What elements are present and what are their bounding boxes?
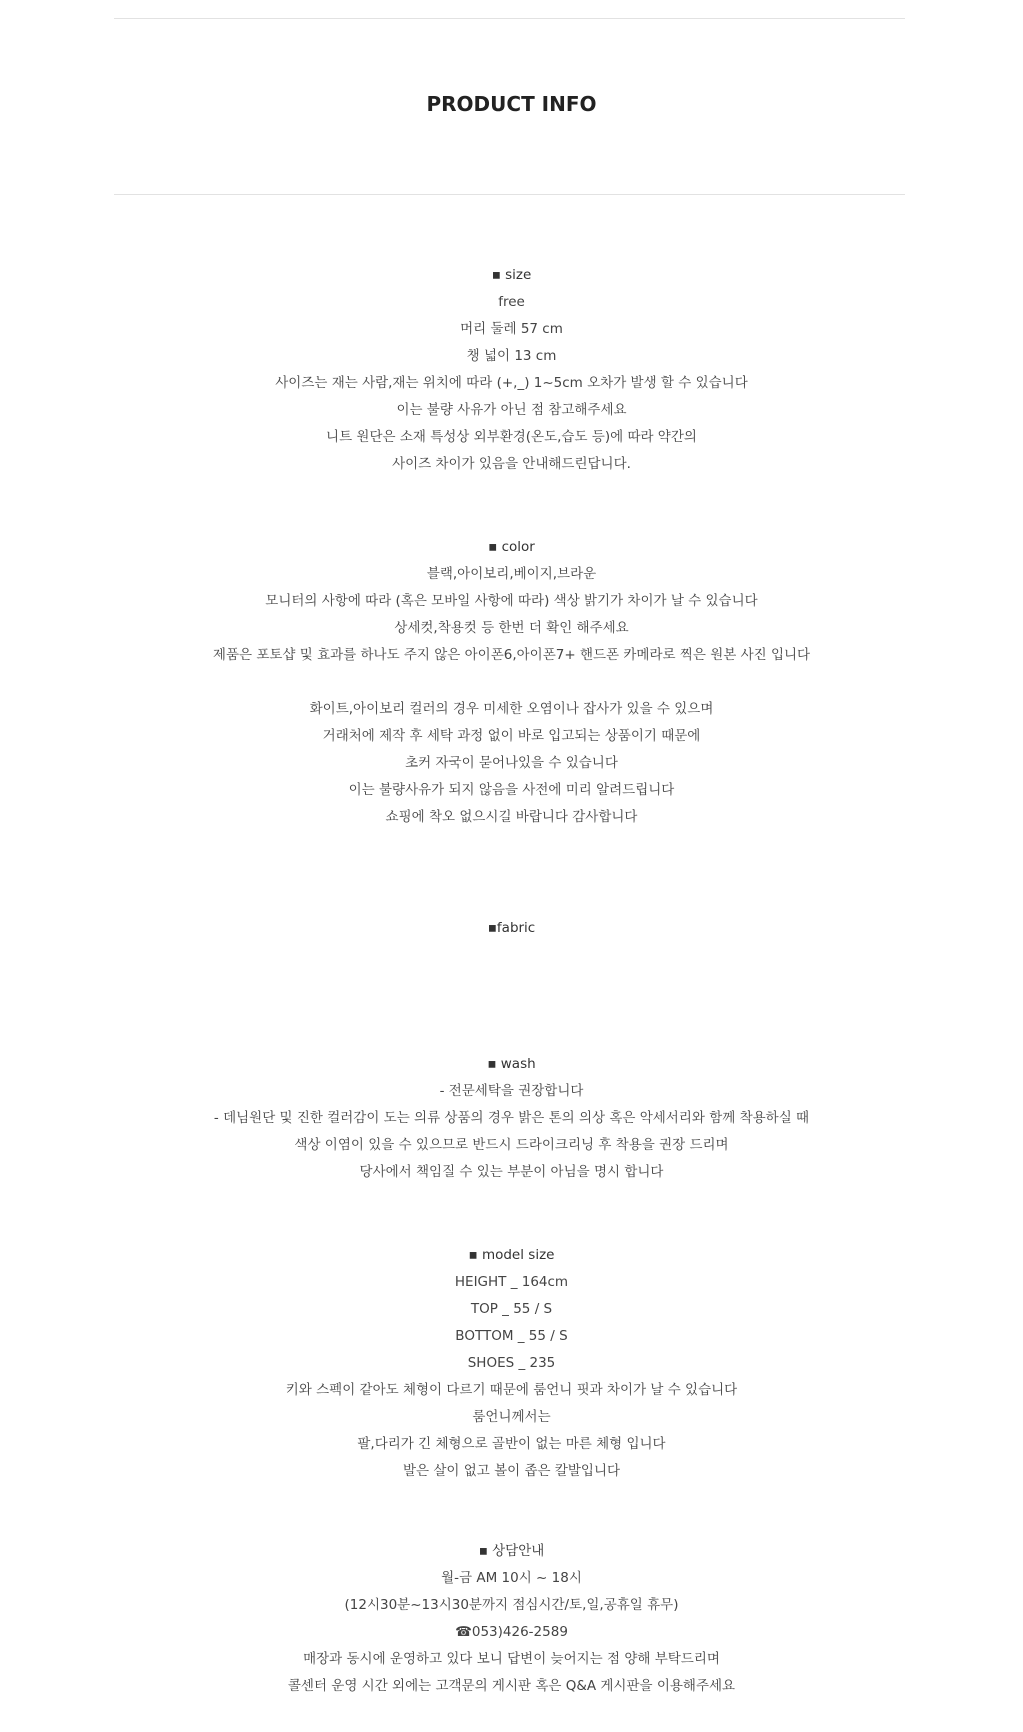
color-line: 블랙,아이보리,베이지,브라운	[426, 566, 597, 582]
model-size-line: 키와 스펙이 같아도 체형이 다르기 때문에 룸언니 핏과 차이가 날 수 있습니다	[285, 1382, 738, 1398]
color-line: 상세컷,착용컷 등 한번 더 확인 해주세요	[394, 620, 629, 636]
contact-phone: ☎053)426-2589	[455, 1624, 568, 1640]
wash-line: 색상 이염이 있을 수 있으므로 반드시 드라이크리닝 후 착용을 권장 드리며	[294, 1137, 729, 1153]
model-size-line: BOTTOM _ 55 / S	[455, 1328, 568, 1344]
model-size-line: 팔,다리가 긴 체형으로 골반이 없는 마른 체형 입니다	[357, 1436, 666, 1452]
size-line: 머리 둘레 57 cm	[460, 321, 563, 337]
wash-line: - 전문세탁을 권장합니다	[439, 1083, 584, 1099]
contact-section	[0, 1538, 1023, 1700]
size-heading: ▪ size	[491, 267, 532, 283]
top-divider	[114, 18, 905, 19]
model-size-line: 발은 살이 없고 볼이 좁은 칼발입니다	[402, 1463, 621, 1479]
size-line: 챙 넓이 13 cm	[466, 348, 557, 364]
model-size-section	[0, 1242, 1023, 1485]
wash-line: - 데님원단 및 진한 컬러감이 도는 의류 상품의 경우 밝은 톤의 의상 혹은 악세서리와 함께 착용하실 때	[213, 1110, 810, 1126]
size-line: free	[498, 294, 525, 310]
size-line: 사이즈는 재는 사람,재는 위치에 따라 (+,_) 1~5cm 오차가 발생 할 수 있습니다	[275, 375, 748, 391]
color-line: 화이트,아이보리 컬러의 경우 미세한 오염이나 잡사가 있을 수 있으며	[309, 701, 714, 717]
wash-heading: ▪ wash	[487, 1056, 536, 1072]
color-line: 이는 불량사유가 되지 않음을 사전에 미리 알려드립니다	[348, 782, 675, 798]
contact-heading: ▪ 상담안내	[478, 1543, 545, 1559]
size-line: 니트 원단은 소재 특성상 외부환경(온도,습도 등)에 따라 약간의	[326, 429, 697, 445]
model-size-line: SHOES _ 235	[467, 1355, 556, 1371]
contact-line: 콜센터 운영 시간 외에는 고객문의 게시판 혹은 Q&A 게시판을 이용해주세요	[287, 1678, 736, 1694]
size-section	[0, 262, 1023, 478]
color-spacer	[0, 669, 1023, 696]
contact-line: 월-금 AM 10시 ~ 18시	[441, 1570, 582, 1586]
color-line: 모니터의 사항에 따라 (혹은 모바일 사항에 따라) 색상 밝기가 차이가 날 수 있습니다	[265, 593, 758, 609]
fabric-heading: ▪fabric	[487, 920, 536, 936]
color-heading: ▪ color	[488, 539, 535, 555]
color-line: 초커 자국이 묻어나있을 수 있습니다	[405, 755, 618, 771]
size-line: 이는 불량 사유가 아닌 점 참고해주세요	[396, 402, 627, 418]
contact-line: 매장과 동시에 운영하고 있다 보니 답변이 늦어지는 점 양해 부탁드리며	[303, 1651, 720, 1667]
color-line: 거래처에 제작 후 세탁 과정 없이 바로 입고되는 상품이기 때문에	[322, 728, 701, 744]
page-title: PRODUCT INFO	[426, 92, 597, 116]
fabric-section	[0, 915, 1023, 942]
color-line: 제품은 포토샵 및 효과를 하나도 주지 않은 아이폰6,아이폰7+ 핸드폰 카메라로 찍은 원본 사진 입니다	[212, 647, 811, 663]
contact-line: (12시30분~13시30분까지 점심시간/토,일,공휴일 휴무)	[344, 1597, 679, 1613]
model-size-line: HEIGHT _ 164cm	[454, 1274, 569, 1290]
model-size-heading: ▪ model size	[468, 1247, 555, 1263]
model-size-line: TOP _ 55 / S	[470, 1301, 553, 1317]
model-size-line: 룸언니께서는	[472, 1409, 551, 1425]
wash-section	[0, 1051, 1023, 1186]
color-section	[0, 534, 1023, 831]
wash-line: 당사에서 책임질 수 있는 부분이 아님을 명시 합니다	[359, 1164, 664, 1180]
color-line: 쇼핑에 착오 없으시길 바랍니다 감사합니다	[385, 809, 638, 825]
title-divider	[114, 194, 905, 195]
size-line: 사이즈 차이가 있음을 안내해드린답니다.	[392, 456, 631, 472]
